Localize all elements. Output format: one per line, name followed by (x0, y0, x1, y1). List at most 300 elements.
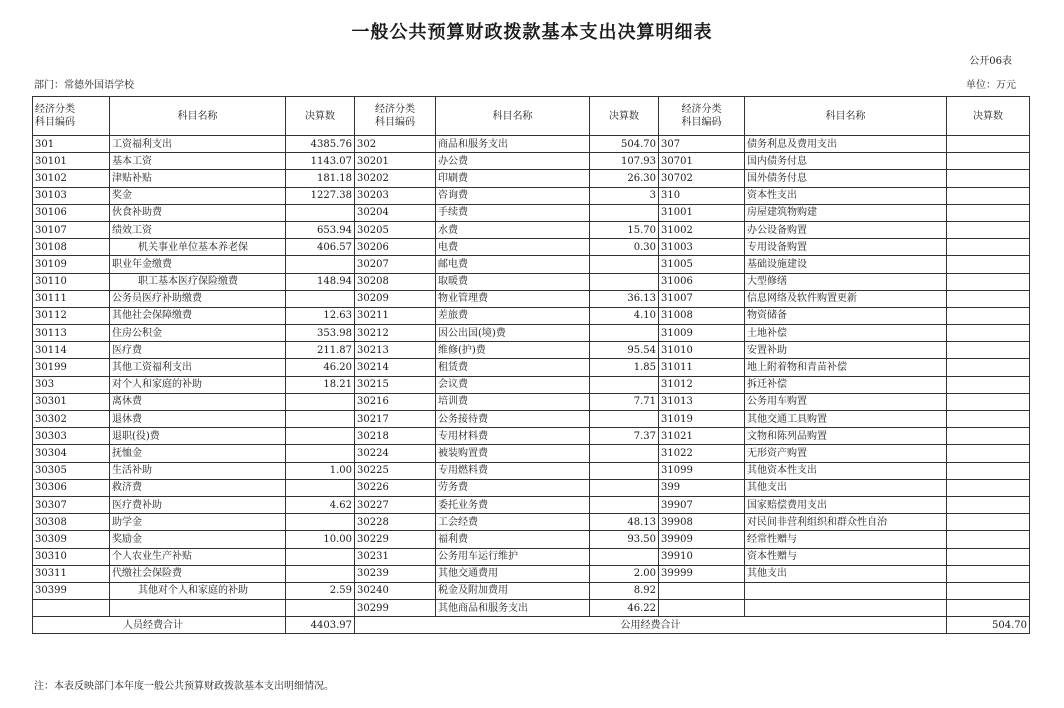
cell-code: 30702 (659, 170, 745, 187)
cell-code: 30225 (355, 462, 436, 479)
cell-amount (947, 600, 1030, 617)
table-row (33, 376, 1030, 393)
header-code-text: 经济分类 科目编码 (375, 104, 415, 128)
cell-name (745, 582, 947, 599)
cell-name: 其他资本性支出 (745, 462, 947, 479)
cell-name: 安置补助 (745, 342, 947, 359)
cell-code: 399 (659, 479, 745, 496)
cell-amount: 0.30 (590, 239, 659, 256)
table-row (33, 273, 1030, 290)
cell-name: 房屋建筑物购建 (745, 204, 947, 221)
table-row (33, 565, 1030, 582)
cell-code: 31005 (659, 256, 745, 273)
table-row (33, 514, 1030, 531)
cell-amount: 4.62 (286, 496, 355, 513)
cell-name: 职工基本医疗保险缴费 (110, 273, 286, 290)
cell-name: 专用材料费 (436, 428, 590, 445)
cell-amount: 406.57 (286, 239, 355, 256)
cell-code: 30199 (33, 359, 110, 376)
cell-amount (590, 411, 659, 428)
cell-name: 其他交通工具购置 (745, 411, 947, 428)
cell-name: 办公费 (436, 153, 590, 170)
cell-code: 31011 (659, 359, 745, 376)
cell-name: 地上附着物和青苗补偿 (745, 359, 947, 376)
cell-code: 39907 (659, 496, 745, 513)
cell-code: 31007 (659, 290, 745, 307)
header-amount: 决算数 (947, 97, 1030, 136)
cell-name: 国内债务付息 (745, 153, 947, 170)
cell-amount (590, 548, 659, 565)
cell-name: 公务用车运行维护 (436, 548, 590, 565)
cell-code: 30306 (33, 479, 110, 496)
cell-name: 差旅费 (436, 307, 590, 324)
cell-amount (286, 290, 355, 307)
cell-amount (947, 342, 1030, 359)
cell-name: 水费 (436, 221, 590, 238)
cell-amount (286, 600, 355, 617)
table-row (33, 325, 1030, 342)
cell-code: 31001 (659, 204, 745, 221)
cell-code: 301 (33, 136, 110, 153)
cell-amount (286, 514, 355, 531)
table-row (33, 221, 1030, 238)
cell-code: 30311 (33, 565, 110, 582)
cell-name: 物业管理费 (436, 290, 590, 307)
unit-label: 单位：万元 (966, 80, 1016, 91)
header-name: 科目名称 (110, 97, 286, 136)
cell-name: 取暖费 (436, 273, 590, 290)
table-row (33, 445, 1030, 462)
cell-code: 30303 (33, 428, 110, 445)
cell-code: 30231 (355, 548, 436, 565)
cell-amount: 3 (590, 187, 659, 204)
cell-amount (947, 273, 1030, 290)
cell-name: 商品和服务支出 (436, 136, 590, 153)
cell-name: 会议费 (436, 376, 590, 393)
table-row (33, 531, 1030, 548)
cell-name: 维修(护)费 (436, 342, 590, 359)
header-code-text: 经济分类 科目编码 (681, 104, 722, 128)
cell-name: 公务用车购置 (745, 393, 947, 410)
cell-amount (947, 136, 1030, 153)
table-row (33, 479, 1030, 496)
header-name: 科目名称 (745, 97, 947, 136)
cell-code: 39908 (659, 514, 745, 531)
cell-code: 31009 (659, 325, 745, 342)
cell-code: 30226 (355, 479, 436, 496)
cell-code: 30299 (355, 600, 436, 617)
cell-name: 绩效工资 (110, 221, 286, 238)
cell-amount (947, 170, 1030, 187)
cell-name: 伙食补助费 (110, 204, 286, 221)
cell-amount (590, 204, 659, 221)
cell-name: 邮电费 (436, 256, 590, 273)
cell-amount (947, 531, 1030, 548)
cell-code: 30305 (33, 462, 110, 479)
cell-amount: 46.20 (286, 359, 355, 376)
cell-amount: 1.85 (590, 359, 659, 376)
cell-name: 福利费 (436, 531, 590, 548)
header-code (355, 97, 436, 136)
cell-code: 30205 (355, 221, 436, 238)
cell-name: 咨询费 (436, 187, 590, 204)
cell-amount: 653.94 (286, 221, 355, 238)
cell-amount: 2.00 (590, 565, 659, 582)
cell-code: 30701 (659, 153, 745, 170)
cell-name: 奖励金 (110, 531, 286, 548)
form-number: 公开06表 (969, 56, 1012, 67)
public-total-value: 504.70 (947, 617, 1030, 634)
cell-name: 培训费 (436, 393, 590, 410)
cell-amount (590, 256, 659, 273)
cell-code: 30112 (33, 307, 110, 324)
cell-name: 租赁费 (436, 359, 590, 376)
cell-code: 30239 (355, 565, 436, 582)
cell-code: 30103 (33, 187, 110, 204)
cell-code: 30302 (33, 411, 110, 428)
table-row (33, 290, 1030, 307)
cell-amount: 1.00 (286, 462, 355, 479)
cell-amount (947, 153, 1030, 170)
cell-amount: 8.92 (590, 582, 659, 599)
cell-name: 其他支出 (745, 565, 947, 582)
cell-amount: 10.00 (286, 531, 355, 548)
cell-amount: 148.94 (286, 273, 355, 290)
cell-amount (590, 479, 659, 496)
cell-code: 31008 (659, 307, 745, 324)
cell-name: 基础设施建设 (745, 256, 947, 273)
cell-name: 专用设备购置 (745, 239, 947, 256)
cell-amount: 353.98 (286, 325, 355, 342)
cell-code: 31022 (659, 445, 745, 462)
cell-amount (947, 239, 1030, 256)
cell-amount (590, 496, 659, 513)
cell-name: 救济费 (110, 479, 286, 496)
table-row (33, 239, 1030, 256)
cell-code: 39910 (659, 548, 745, 565)
cell-code: 30213 (355, 342, 436, 359)
cell-amount: 15.70 (590, 221, 659, 238)
cell-amount: 211.87 (286, 342, 355, 359)
cell-code: 30215 (355, 376, 436, 393)
cell-amount (286, 445, 355, 462)
cell-amount: 504.70 (590, 136, 659, 153)
table-row (33, 600, 1030, 617)
cell-amount (947, 221, 1030, 238)
cell-code: 31019 (659, 411, 745, 428)
table-row (33, 204, 1030, 221)
cell-code: 31099 (659, 462, 745, 479)
header-code (33, 97, 110, 136)
cell-code: 30114 (33, 342, 110, 359)
cell-name: 被装购置费 (436, 445, 590, 462)
cell-name: 公务员医疗补助缴费 (110, 290, 286, 307)
cell-code: 30301 (33, 393, 110, 410)
cell-code: 30307 (33, 496, 110, 513)
table-row (33, 428, 1030, 445)
cell-amount (947, 496, 1030, 513)
cell-name: 抚恤金 (110, 445, 286, 462)
cell-amount (590, 273, 659, 290)
cell-code: 30240 (355, 582, 436, 599)
cell-name: 委托业务费 (436, 496, 590, 513)
cell-code: 31021 (659, 428, 745, 445)
cell-name: 退休费 (110, 411, 286, 428)
table-row (33, 411, 1030, 428)
cell-amount (286, 204, 355, 221)
cell-code: 30204 (355, 204, 436, 221)
cell-amount (286, 256, 355, 273)
table-row (33, 548, 1030, 565)
cell-amount: 4385.76 (286, 136, 355, 153)
cell-amount (947, 256, 1030, 273)
cell-amount (947, 290, 1030, 307)
cell-amount: 95.54 (590, 342, 659, 359)
cell-code: 31002 (659, 221, 745, 238)
personnel-total-value: 4403.97 (286, 617, 355, 634)
cell-name: 手续费 (436, 204, 590, 221)
cell-amount (286, 548, 355, 565)
cell-amount: 36.13 (590, 290, 659, 307)
cell-name: 工会经费 (436, 514, 590, 531)
cell-name: 无形资产购置 (745, 445, 947, 462)
cell-amount: 1227.38 (286, 187, 355, 204)
cell-amount: 18.21 (286, 376, 355, 393)
cell-code: 30229 (355, 531, 436, 548)
cell-code: 30109 (33, 256, 110, 273)
table-row (33, 582, 1030, 599)
cell-name: 信息网络及软件购置更新 (745, 290, 947, 307)
cell-name: 基本工资 (110, 153, 286, 170)
cell-name: 大型修缮 (745, 273, 947, 290)
cell-name: 其他支出 (745, 479, 947, 496)
cell-name: 国外债务付息 (745, 170, 947, 187)
cell-code: 30202 (355, 170, 436, 187)
cell-code: 30209 (355, 290, 436, 307)
cell-code: 30217 (355, 411, 436, 428)
cell-amount (947, 548, 1030, 565)
cell-code: 30107 (33, 221, 110, 238)
cell-code: 310 (659, 187, 745, 204)
cell-name: 医疗费补助 (110, 496, 286, 513)
cell-amount: 4.10 (590, 307, 659, 324)
cell-amount (286, 565, 355, 582)
cell-name: 公务接待费 (436, 411, 590, 428)
cell-amount (286, 479, 355, 496)
cell-code: 30113 (33, 325, 110, 342)
cell-code: 30201 (355, 153, 436, 170)
cell-code: 30206 (355, 239, 436, 256)
cell-code: 31012 (659, 376, 745, 393)
cell-amount: 181.18 (286, 170, 355, 187)
table-row (33, 359, 1030, 376)
totals-row (33, 617, 1030, 634)
cell-amount (286, 411, 355, 428)
cell-amount (590, 376, 659, 393)
cell-code (659, 600, 745, 617)
cell-name: 资本性支出 (745, 187, 947, 204)
cell-code (659, 582, 745, 599)
cell-amount: 48.13 (590, 514, 659, 531)
cell-name: 个人农业生产补贴 (110, 548, 286, 565)
expenditure-detail-table (32, 96, 1030, 634)
page-title: 一般公共预算财政拨款基本支出决算明细表 (351, 22, 713, 43)
cell-amount (947, 307, 1030, 324)
cell-name: 代缴社会保险费 (110, 565, 286, 582)
cell-code: 31006 (659, 273, 745, 290)
cell-code: 39999 (659, 565, 745, 582)
cell-code: 30218 (355, 428, 436, 445)
table-row (33, 307, 1030, 324)
cell-name: 债务利息及费用支出 (745, 136, 947, 153)
cell-code: 30106 (33, 204, 110, 221)
cell-name: 资本性赠与 (745, 548, 947, 565)
table-row (33, 153, 1030, 170)
table-row (33, 136, 1030, 153)
department-label: 部门：常德外国语学校 (34, 80, 134, 91)
cell-name: 工资福利支出 (110, 136, 286, 153)
cell-amount (590, 445, 659, 462)
cell-amount (947, 325, 1030, 342)
cell-name (745, 600, 947, 617)
cell-amount (286, 393, 355, 410)
cell-name: 职业年金缴费 (110, 256, 286, 273)
cell-code: 31003 (659, 239, 745, 256)
cell-name: 医疗费 (110, 342, 286, 359)
cell-code: 30102 (33, 170, 110, 187)
cell-code: 30309 (33, 531, 110, 548)
cell-code: 31013 (659, 393, 745, 410)
cell-name: 机关事业单位基本养老保 (110, 239, 286, 256)
footnote: 注：本表反映部门本年度一般公共预算财政拨款基本支出明细情况。 (34, 681, 334, 692)
cell-amount (947, 479, 1030, 496)
table-header-row (33, 97, 1030, 136)
cell-name: 退职(役)费 (110, 428, 286, 445)
cell-code: 30111 (33, 290, 110, 307)
cell-amount: 26.30 (590, 170, 659, 187)
cell-code: 30203 (355, 187, 436, 204)
cell-code: 30310 (33, 548, 110, 565)
cell-name: 经常性赠与 (745, 531, 947, 548)
cell-name: 办公设备购置 (745, 221, 947, 238)
cell-name: 其他工资福利支出 (110, 359, 286, 376)
cell-code: 30108 (33, 239, 110, 256)
cell-name: 拆迁补偿 (745, 376, 947, 393)
cell-amount: 107.93 (590, 153, 659, 170)
cell-name: 其他交通费用 (436, 565, 590, 582)
header-code (659, 97, 745, 136)
cell-amount (947, 376, 1030, 393)
cell-name: 土地补偿 (745, 325, 947, 342)
cell-amount (286, 428, 355, 445)
cell-amount (947, 393, 1030, 410)
cell-amount: 1143.07 (286, 153, 355, 170)
cell-code: 30214 (355, 359, 436, 376)
cell-amount (947, 445, 1030, 462)
cell-name: 住房公积金 (110, 325, 286, 342)
header-code-text: 经济分类 科目编码 (35, 104, 75, 128)
table-row (33, 393, 1030, 410)
cell-name: 文物和陈列品购置 (745, 428, 947, 445)
cell-amount (947, 582, 1030, 599)
table-row (33, 496, 1030, 513)
cell-amount: 7.37 (590, 428, 659, 445)
cell-amount (947, 565, 1030, 582)
cell-name: 生活补助 (110, 462, 286, 479)
cell-name: 其他对个人和家庭的补助 (110, 582, 286, 599)
cell-amount (947, 204, 1030, 221)
cell-code: 30208 (355, 273, 436, 290)
cell-code: 30304 (33, 445, 110, 462)
cell-amount: 7.71 (590, 393, 659, 410)
cell-name: 津贴补贴 (110, 170, 286, 187)
cell-amount: 2.59 (286, 582, 355, 599)
cell-amount (947, 514, 1030, 531)
cell-code: 303 (33, 376, 110, 393)
cell-name (110, 600, 286, 617)
cell-code: 30211 (355, 307, 436, 324)
cell-name: 物资储备 (745, 307, 947, 324)
cell-code: 30110 (33, 273, 110, 290)
cell-name: 专用燃料费 (436, 462, 590, 479)
cell-code: 30399 (33, 582, 110, 599)
cell-amount (590, 462, 659, 479)
cell-amount (947, 428, 1030, 445)
cell-name: 其他商品和服务支出 (436, 600, 590, 617)
cell-amount (947, 462, 1030, 479)
cell-name: 其他社会保障缴费 (110, 307, 286, 324)
cell-code: 307 (659, 136, 745, 153)
cell-code: 30228 (355, 514, 436, 531)
cell-code (33, 600, 110, 617)
cell-code: 302 (355, 136, 436, 153)
cell-name: 劳务费 (436, 479, 590, 496)
cell-name: 因公出国(境)费 (436, 325, 590, 342)
cell-name: 对个人和家庭的补助 (110, 376, 286, 393)
cell-amount: 12.63 (286, 307, 355, 324)
cell-code: 39909 (659, 531, 745, 548)
cell-code: 30216 (355, 393, 436, 410)
cell-code: 30224 (355, 445, 436, 462)
cell-amount (947, 359, 1030, 376)
cell-amount (947, 187, 1030, 204)
table-row (33, 256, 1030, 273)
cell-name: 离休费 (110, 393, 286, 410)
cell-code: 31010 (659, 342, 745, 359)
cell-amount: 93.50 (590, 531, 659, 548)
header-name: 科目名称 (436, 97, 590, 136)
cell-amount: 46.22 (590, 600, 659, 617)
cell-name: 税金及附加费用 (436, 582, 590, 599)
cell-amount (590, 325, 659, 342)
cell-name: 电费 (436, 239, 590, 256)
cell-code: 30101 (33, 153, 110, 170)
cell-code: 30308 (33, 514, 110, 531)
cell-code: 30207 (355, 256, 436, 273)
table-row (33, 170, 1030, 187)
cell-amount (947, 411, 1030, 428)
public-total-label: 公用经费合计 (355, 617, 947, 634)
cell-name: 奖金 (110, 187, 286, 204)
cell-name: 助学金 (110, 514, 286, 531)
cell-name: 印刷费 (436, 170, 590, 187)
cell-code: 30227 (355, 496, 436, 513)
table-row (33, 187, 1030, 204)
cell-name: 国家赔偿费用支出 (745, 496, 947, 513)
cell-name: 对民间非营利组织和群众性自治 (745, 514, 947, 531)
cell-code: 30212 (355, 325, 436, 342)
table-row (33, 342, 1030, 359)
